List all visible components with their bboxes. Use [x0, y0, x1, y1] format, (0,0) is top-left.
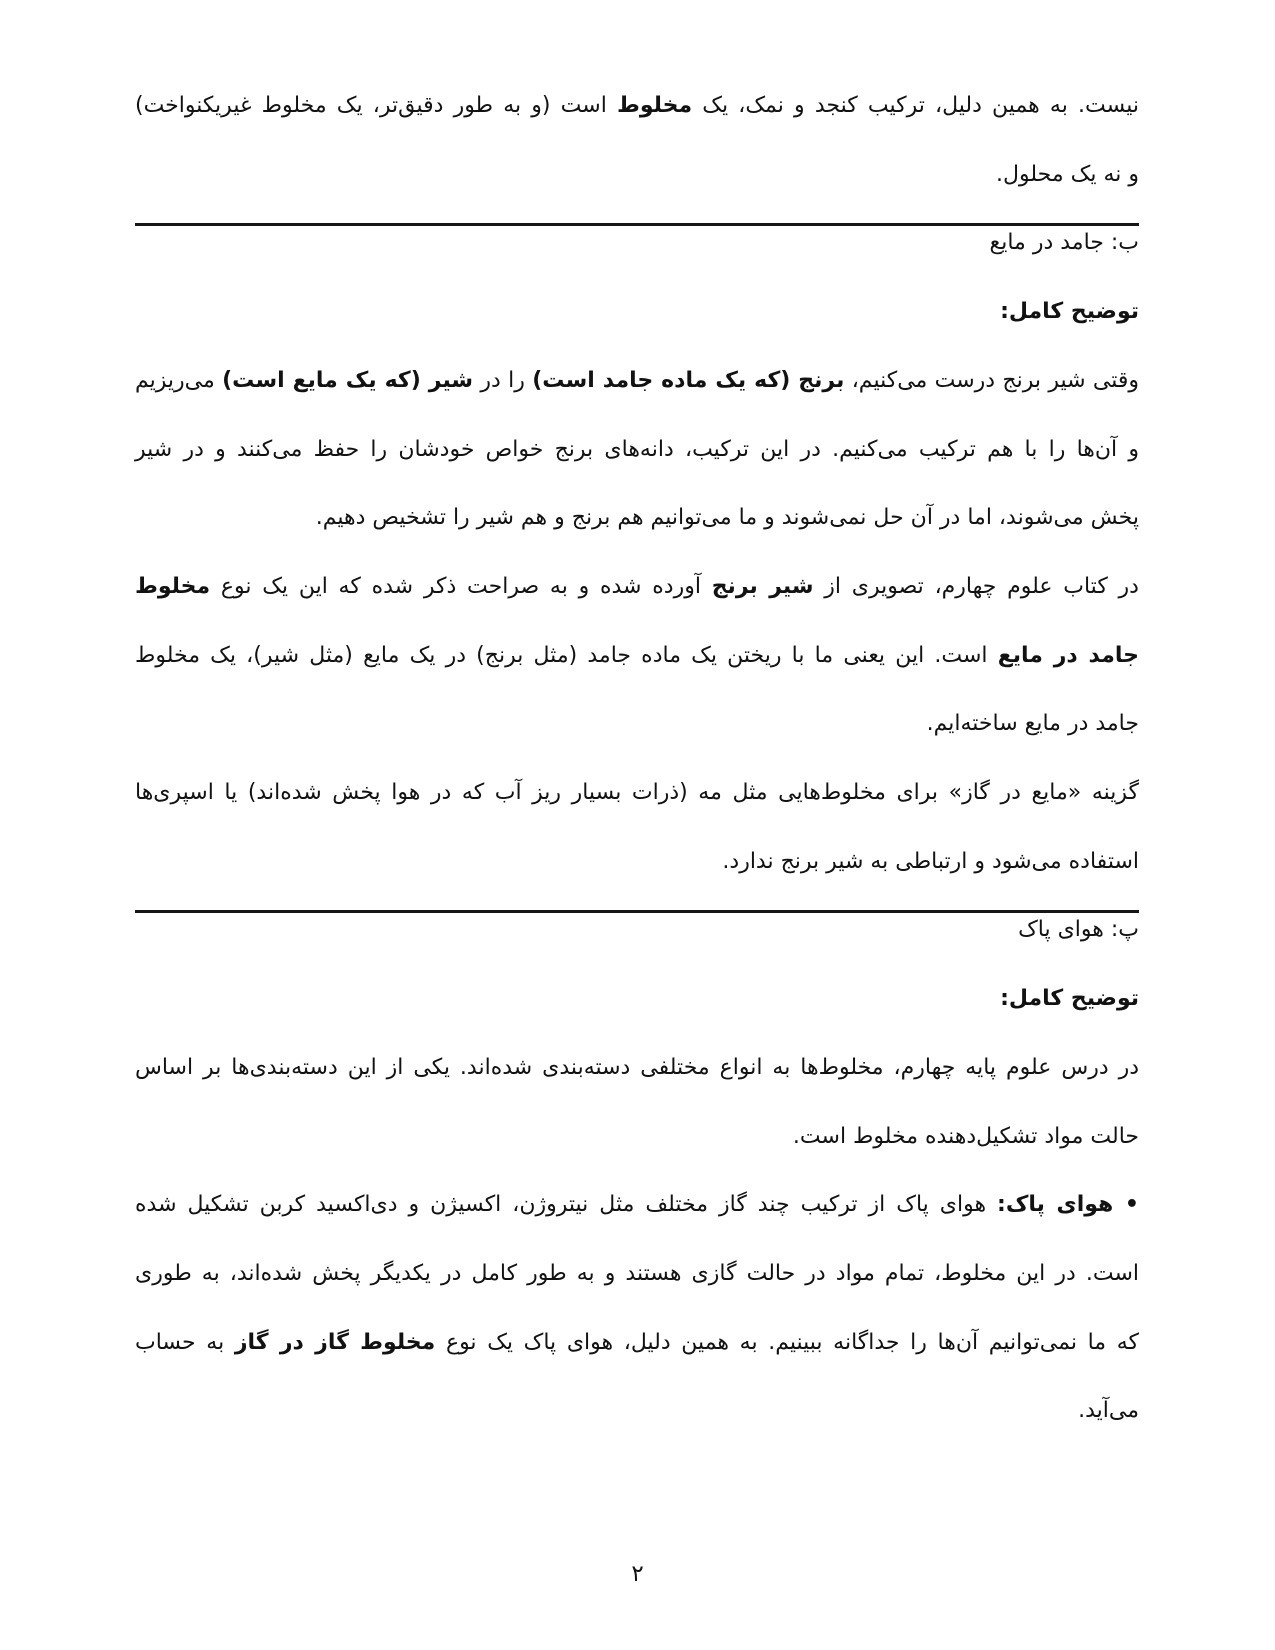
text-segment: است (و به طور دقیق‌تر، یک مخلوط غیریکنواخت)	[135, 93, 617, 118]
bold-text-segment: شیر برنج	[711, 573, 814, 599]
text-segment: گزینه «مایع در گاز» برای مخلوط‌هایی مثل مه (ذرات بسیار ریز آب که در هوا پخش شده‌اند) یا اسپری‌ها	[135, 780, 1139, 806]
text-segment: وقتی شیر برنج درست می‌کنیم،	[844, 367, 1140, 393]
text-segment: و نه یک محلول.	[996, 161, 1139, 187]
text-segment: ب: جامد در مایع	[989, 230, 1139, 256]
text-line	[135, 622, 1139, 691]
text-segment: در درس علوم پایه چهارم، مخلوط‌ها به انواع مختلفی دسته‌بندی شده‌اند. یکی از این دسته‌بندی‌ها بر اساس	[135, 1054, 1139, 1080]
text-line	[135, 896, 1139, 965]
text-segment: آورده شده و به صراحت ذکر شده که این یک نوع	[210, 573, 712, 599]
text-segment: استفاده می‌شود و ارتباطی به شیر برنج ندارد.	[722, 848, 1139, 874]
section-divider	[135, 910, 1139, 913]
text-line	[135, 1240, 1139, 1309]
text-line	[135, 965, 1139, 1034]
text-line	[135, 690, 1139, 759]
text-line	[135, 416, 1139, 485]
page-number: ۲	[631, 1561, 644, 1587]
bold-text-segment: مخلوط	[135, 573, 211, 599]
text-segment: نیست. به همین دلیل، ترکیب کنجد و نمک، یک	[692, 93, 1139, 118]
text-segment: است. در این مخلوط، تمام مواد در حالت گازی هستند و به طور کامل در یکدیگر پخش شده‌اند، به طوری	[135, 1260, 1139, 1286]
bold-text-segment: شیر (که یک مایع است)	[222, 367, 474, 393]
bold-text-segment: توضیح کامل:	[1000, 299, 1139, 325]
text-line	[135, 1103, 1139, 1172]
bold-text-segment: جامد در مایع	[997, 642, 1139, 668]
text-line	[135, 1309, 1139, 1378]
text-segment: پخش می‌شوند، اما در آن حل نمی‌شوند و ما می‌توانیم هم برنج و هم شیر را تشخیص دهیم.	[315, 505, 1139, 531]
bold-text-segment: مخلوط گاز در گاز	[234, 1329, 436, 1355]
text-segment: پ: هوای پاک	[1018, 917, 1139, 943]
text-line	[135, 141, 1139, 210]
text-line	[135, 553, 1139, 622]
text-line	[135, 347, 1139, 416]
text-segment: را در	[473, 367, 533, 393]
text-segment: جامد در مایع ساخته‌ایم.	[926, 711, 1139, 737]
text-line	[135, 1171, 1139, 1240]
text-segment: حالت مواد تشکیل‌دهنده مخلوط است.	[792, 1123, 1139, 1149]
text-segment: می‌آید.	[1078, 1398, 1139, 1424]
text-segment: در کتاب علوم چهارم، تصویری از	[813, 573, 1139, 599]
section-divider	[135, 223, 1139, 226]
text-line	[135, 828, 1139, 897]
text-line	[135, 484, 1139, 553]
text-segment: هوای پاک از ترکیب چند گاز مختلف مثل نیتروژن، اکسیژن و دی‌اکسید کربن تشکیل شده	[135, 1192, 998, 1218]
text-segment: که ما نمی‌توانیم آن‌ها را جداگانه ببینیم. به همین دلیل، هوای پاک یک نوع	[435, 1329, 1140, 1355]
text-line	[135, 278, 1139, 347]
bold-text-segment: برنج (که یک ماده جامد است)	[532, 367, 845, 393]
text-segment: به حساب	[135, 1329, 235, 1355]
text-line	[135, 759, 1139, 828]
bold-text-segment: توضیح کامل:	[1000, 986, 1139, 1012]
text-line	[135, 1034, 1139, 1103]
bold-text-segment: • هوای پاک:	[997, 1192, 1139, 1218]
text-line	[135, 72, 1139, 141]
bold-text-segment: مخلوط	[617, 93, 693, 118]
text-segment: می‌ریزیم	[135, 367, 223, 393]
text-segment: است. این یعنی ما با ریختن یک ماده جامد (مثل برنج) در یک مایع (مثل شیر)، یک مخلوط	[135, 642, 998, 668]
text-line	[135, 209, 1139, 278]
text-segment: و آن‌ها را با هم ترکیب می‌کنیم. در این ترکیب، دانه‌های برنج خواص خودشان را حفظ می‌کنند و در شیر	[135, 436, 1139, 462]
text-line	[135, 1377, 1139, 1446]
